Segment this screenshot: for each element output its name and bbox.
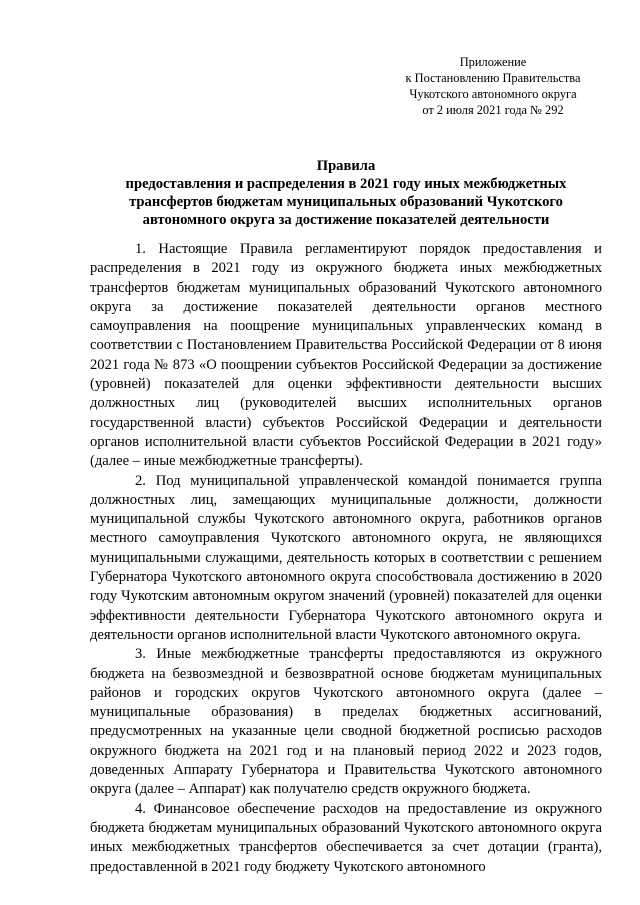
- title-line-1: Правила: [316, 158, 376, 174]
- title-line-3: трансфертов бюджетам муниципальных образований Чукотского: [129, 194, 563, 210]
- paragraph-3: 3. Иные межбюджетные трансферты предоставляются из окружного бюджета на безвозмездной и безвозвратной основе бюджетам муниципальных районов и городских округов Чукотского автономного округа (далее – муниципальные образования) в пределах бюджетных ассигнований, предусмотренных на указанные цели сводной бюджетной росписью расходов окружного бюджета на 2021 год и на плановый период 2022 и 2023 годов, доведенных Аппарату Губернатора и Правительства Чукотского автономного округа (далее – Аппарат) как получателю средств окружного бюджета.: [90, 646, 602, 798]
- title-line-2: предоставления и распределения в 2021 году иных межбюджетных: [125, 176, 567, 192]
- title-line-4: автономного округа за достижение показателей деятельности: [142, 212, 550, 228]
- paragraph-1: 1. Настоящие Правила регламентируют порядок предоставления и распределения в 2021 году из окружного бюджета иных межбюджетных трансфертов бюджетам муниципальных образований Чукотского автономного округа за достижение показателей деятельности органов местного самоуправления на поощрение муниципальных управленческих команд в соответствии с Постановлением Правительства Российской Федерации от 8 июня 2021 года № 873 «О поощрении субъектов Российской Федерации за достижение (уровней) показателей для оценки эффективности деятельности высших должностных лиц (руководителей высших исполнительных органов государственной власти) субъектов Российской Федерации и деятельности органов исполнительной власти субъектов Российской Федерации в 2021 году» (далее – иные межбюджетные трансферты).: [90, 241, 602, 470]
- document-body: [90, 240, 602, 877]
- document-title: [90, 157, 602, 229]
- annex-line-3: Чукотского автономного округа: [409, 86, 577, 101]
- annex-header: [383, 55, 603, 119]
- paragraph-4: 4. Финансовое обеспечение расходов на предоставление из окружного бюджета бюджетам муниципальных образований Чукотского автономного округа иных межбюджетных трансфертов обеспечивается за счет дотации (гранта), предоставленной в 2021 году бюджету Чукотского автономного: [90, 800, 602, 875]
- annex-line-1: Приложение: [459, 55, 527, 69]
- annex-line-2: к Постановлению Правительства: [405, 70, 581, 85]
- paragraph-2: 2. Под муниципальной управленческой командой понимается группа должностных лиц, замещающих муниципальные должности, должности муниципальной службы Чукотского автономного округа, работников органов местного самоуправления Чукотского автономного округа, не являющихся муниципальными служащими, деятельность которых в соответствии с решением Губернатора Чукотского автономного округа способствовала достижению в 2020 году Чукотским автономным округом значений (уровней) показателей для оценки эффективности деятельности Губернатора Чукотского автономного округа и деятельности органов исполнительной власти Чукотского автономного округа.: [90, 472, 602, 643]
- annex-line-4: от 2 июля 2021 года № 292: [422, 102, 564, 117]
